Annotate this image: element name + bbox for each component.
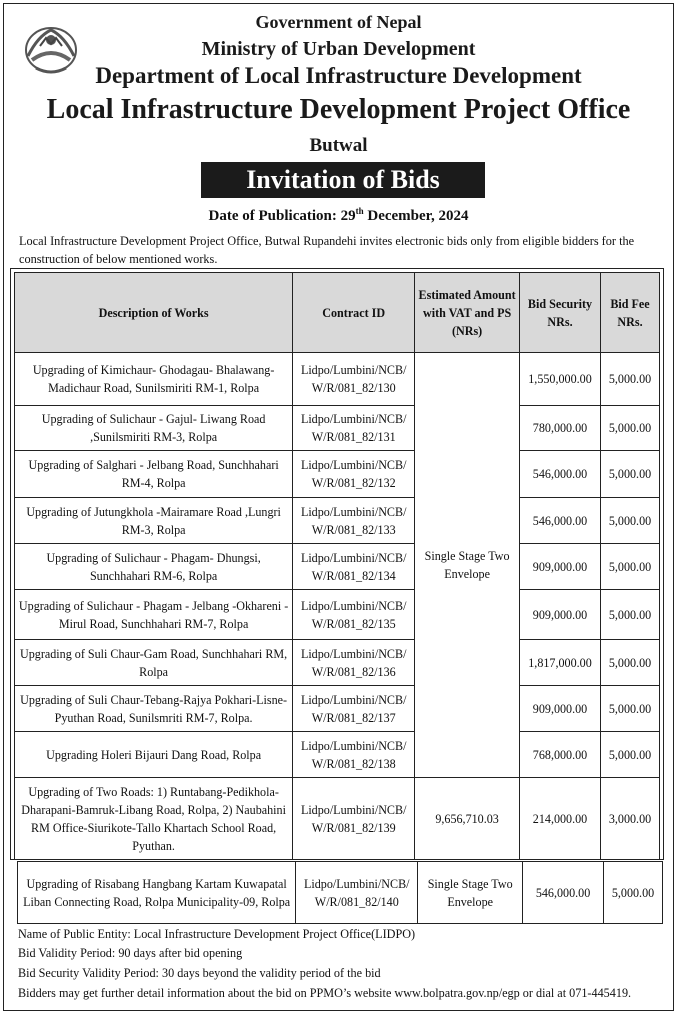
bid-fee: 5,000.00 [600, 353, 659, 406]
bid-security: 546,000.00 [523, 862, 604, 924]
bid-security: 909,000.00 [520, 686, 601, 732]
table-row [15, 544, 660, 590]
header-office: Local Infrastructure Development Project Office [46, 94, 631, 125]
bid-fee: 5,000.00 [600, 590, 659, 640]
work-description: Upgrading Holeri Bijauri Dang Road, Rolpa [15, 732, 293, 778]
table-row [15, 686, 660, 732]
procurement-method: Single Stage Two Envelope [415, 353, 520, 778]
table-row [15, 732, 660, 778]
page-title: Invitation of Bids [201, 162, 485, 198]
work-description: Upgrading of Sulichaur - Phagam- Dhungsi, Sunchhahari RM-6, Rolpa [15, 544, 293, 590]
estimated-amount: 9,656,710.03 [415, 778, 520, 860]
work-description: Upgrading of Two Roads: 1) Runtabang-Pedikhola-Dharapani-Bamruk-Libang Road, Rolpa, 2) Naubahini RM Office-Siurikote-Tallo Khartach School Road, Pyuthan. [15, 778, 293, 860]
header-location: Butwal [309, 135, 368, 156]
contract-id: Lidpo/Lumbini/NCB/ W/R/081_82/130 [293, 353, 415, 406]
bid-fee: 3,000.00 [600, 778, 659, 860]
header-security: Bid Security NRs. [520, 273, 601, 353]
bid-security-validity: Bid Security Validity Period: 30 days beyond the validity period of the bid [18, 966, 381, 980]
bid-security: 546,000.00 [520, 498, 601, 544]
bid-fee: 5,000.00 [600, 498, 659, 544]
bid-security: 546,000.00 [520, 451, 601, 498]
header-contract: Contract ID [293, 273, 415, 353]
bid-fee: 5,000.00 [600, 686, 659, 732]
bid-validity: Bid Validity Period: 90 days after bid opening [18, 946, 243, 960]
contract-id: Lidpo/Lumbini/NCB/ W/R/081_82/132 [293, 451, 415, 498]
bid-security: 780,000.00 [520, 406, 601, 451]
work-description: Upgrading of Sulichaur - Phagam - Jelbang -Okhareni - Mirul Road, Sunchhahari RM-7, Rolpa [15, 590, 293, 640]
contract-id: Lidpo/Lumbini/NCB/ W/R/081_82/138 [293, 732, 415, 778]
table-row [15, 778, 660, 860]
contract-id: Lidpo/Lumbini/NCB/ W/R/081_82/140 [296, 862, 418, 924]
contract-id: Lidpo/Lumbini/NCB/ W/R/081_82/133 [293, 498, 415, 544]
procurement-method: Single Stage Two Envelope [418, 862, 523, 924]
table-row [18, 862, 663, 924]
bid-security: 214,000.00 [520, 778, 601, 860]
bid-security: 1,817,000.00 [520, 640, 601, 686]
work-description: Upgrading of Risabang Hangbang Kartam Kuwapatal Liban Connecting Road, Rolpa Municipality-09, Rolpa [18, 862, 296, 924]
bid-fee: 5,000.00 [600, 544, 659, 590]
table-row [15, 640, 660, 686]
work-description: Upgrading of Jutungkhola -Mairamare Road ,Lungri RM-3, Rolpa [15, 498, 293, 544]
bid-fee: 5,000.00 [603, 862, 662, 924]
bid-security: 768,000.00 [520, 732, 601, 778]
work-description: Upgrading of Sulichaur - Gajul- Liwang Road ,Sunilsmiriti RM-3, Rolpa [15, 406, 293, 451]
header-description: Description of Works [15, 273, 293, 353]
bid-security: 1,550,000.00 [520, 353, 601, 406]
bid-fee: 5,000.00 [600, 406, 659, 451]
bids-table-extra [17, 861, 663, 924]
header-ministry: Ministry of Urban Development [201, 38, 476, 60]
public-entity: Name of Public Entity: Local Infrastructure Development Project Office(LIDPO) [18, 927, 416, 941]
table-header-row [15, 273, 660, 353]
contract-id: Lidpo/Lumbini/NCB/ W/R/081_82/135 [293, 590, 415, 640]
table-row [15, 451, 660, 498]
contract-id: Lidpo/Lumbini/NCB/ W/R/081_82/136 [293, 640, 415, 686]
header-department: Department of Local Infrastructure Development [95, 63, 582, 88]
table-row [15, 406, 660, 451]
contract-id: Lidpo/Lumbini/NCB/ W/R/081_82/137 [293, 686, 415, 732]
bid-security: 909,000.00 [520, 590, 601, 640]
bid-fee: 5,000.00 [600, 451, 659, 498]
table-row [15, 498, 660, 544]
contract-id: Lidpo/Lumbini/NCB/ W/R/081_82/134 [293, 544, 415, 590]
work-description: Upgrading of Suli Chaur-Tebang-Rajya Pokhari-Lisne-Pyuthan Road, Sunilsmriti RM-7, Rolpa. [15, 686, 293, 732]
contract-id: Lidpo/Lumbini/NCB/ W/R/081_82/131 [293, 406, 415, 451]
header-fee: Bid Fee NRs. [600, 273, 659, 353]
header-estimated: Estimated Amount with VAT and PS (NRs) [415, 273, 520, 353]
intro-text: Local Infrastructure Development Project Office, Butwal Rupandehi invites electronic bids only from eligible bidders for the construction of below mentioned works. [19, 234, 635, 266]
more-info: Bidders may get further detail information about the bid on PPMO’s website www.bolpatra.gov.np/egp or dial at 071-445419. [18, 986, 632, 1000]
publication-date: Date of Publication: 29th December, 2024 [208, 206, 469, 224]
bid-fee: 5,000.00 [600, 732, 659, 778]
bid-fee: 5,000.00 [600, 640, 659, 686]
work-description: Upgrading of Suli Chaur-Gam Road, Sunchhahari RM, Rolpa [15, 640, 293, 686]
bids-table [14, 272, 660, 860]
work-description: Upgrading of Salghari - Jelbang Road, Sunchhahari RM-4, Rolpa [15, 451, 293, 498]
work-description: Upgrading of Kimichaur- Ghodagau- Bhalawang-Madichaur Road, Sunilsmiriti RM-1, Rolpa [15, 353, 293, 406]
table-row [15, 590, 660, 640]
header-government: Government of Nepal [255, 12, 422, 32]
table-row [15, 353, 660, 406]
bid-security: 909,000.00 [520, 544, 601, 590]
contract-id: Lidpo/Lumbini/NCB/ W/R/081_82/139 [293, 778, 415, 860]
